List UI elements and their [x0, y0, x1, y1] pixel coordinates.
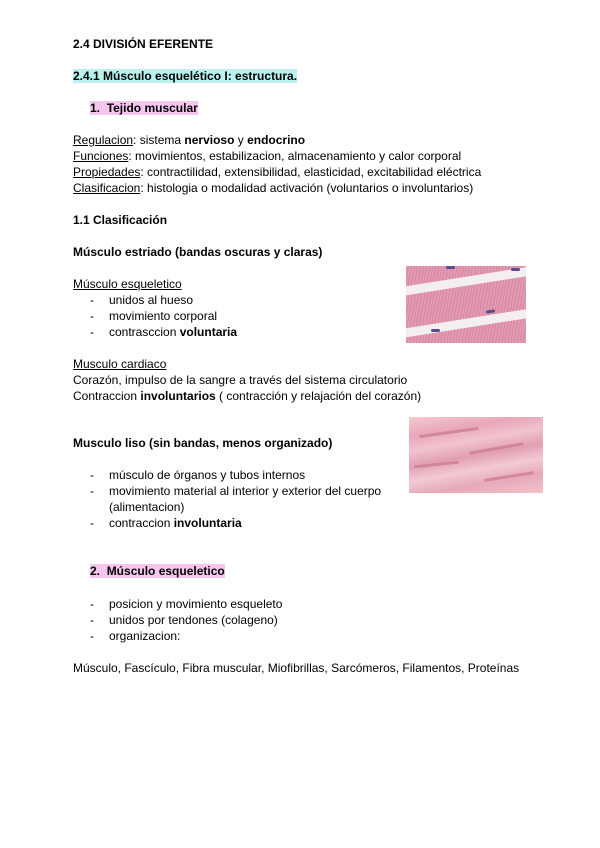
bullet-dash: -: [90, 613, 94, 627]
heading-tejido-muscular: [90, 100, 198, 116]
propiedades-line: [73, 164, 481, 180]
esqueletico-label: Músculo esqueletico: [73, 277, 182, 291]
cardiaco-line2: [73, 388, 421, 404]
bullet-dash: -: [90, 597, 94, 611]
list-item: movimiento corporal: [109, 309, 218, 323]
list-item: organizacion:: [109, 629, 181, 643]
heading-musculo-esqueletico-text: [90, 564, 225, 578]
estriado-title: Músculo estriado (bandas oscuras y claras): [73, 245, 323, 259]
heading-musculo-esqueletico: [90, 563, 225, 579]
regulacion-line: [73, 132, 305, 148]
bullet-dash: -: [90, 325, 94, 339]
list-item-text: contraccion: [109, 516, 174, 530]
cardiaco-label: Musculo cardiaco: [73, 357, 167, 371]
clasificacion-label: Clasificacion: [73, 181, 141, 195]
propiedades-text: : contractilidad, extensibilidad, elasticidad, excitabilidad eléctrica: [140, 165, 482, 179]
list-item-bold: voluntaria: [179, 325, 238, 339]
section-title: [73, 68, 297, 84]
list-item-text: contrasccion: [109, 325, 180, 339]
smooth-muscle-image: [409, 417, 543, 493]
regulacion-bold1: nervioso: [184, 133, 235, 147]
bullet-dash: -: [90, 309, 94, 323]
cardiaco-line2-rest: ( contracción y relajación del corazón): [215, 389, 422, 403]
bullet-dash: -: [90, 468, 94, 482]
heading-number: 2.: [90, 564, 101, 578]
regulacion-text2: y: [234, 133, 248, 147]
list-item: [109, 515, 242, 531]
funciones-line: [73, 148, 461, 164]
list-item: unidos por tendones (colageno): [109, 613, 278, 627]
bullet-dash: -: [90, 293, 94, 307]
heading-number: 1.: [90, 101, 101, 115]
hierarchy-line: Músculo, Fascículo, Fibra muscular, Miofibrillas, Sarcómeros, Filamentos, Proteínas: [73, 661, 520, 675]
section-title-text: 2.4.1 Músculo esquelético I: estructura.: [73, 69, 298, 83]
bullet-dash: -: [90, 516, 94, 530]
regulacion-bold2: endocrino: [247, 133, 306, 147]
heading-title: Tejido muscular: [106, 101, 198, 115]
list-item: músculo de órganos y tubos internos: [109, 468, 306, 482]
funciones-label: Funciones: [73, 149, 129, 163]
cardiaco-line1: Corazón, impulso de la sangre a través del sistema circulatorio: [73, 373, 408, 387]
list-item-bold: involuntaria: [173, 516, 242, 530]
skeletal-muscle-image: [406, 266, 526, 343]
list-item-continuation: (alimentacion): [109, 500, 185, 514]
regulacion-text1: : sistema: [133, 133, 185, 147]
liso-title: Musculo liso (sin bandas, menos organizado): [73, 436, 333, 450]
heading-title: Músculo esqueletico: [106, 564, 225, 578]
clasificacion-line: [73, 180, 473, 196]
list-item: posicion y movimiento esqueleto: [109, 597, 283, 611]
regulacion-label: Regulacion: [73, 133, 134, 147]
funciones-text: : movimientos, estabilizacion, almacenamiento y calor corporal: [128, 149, 462, 163]
heading-tejido-muscular-text: [90, 101, 198, 115]
bullet-dash: -: [90, 629, 94, 643]
cardiaco-line2-bold: involuntarios: [140, 389, 216, 403]
page-header: 2.4 DIVISIÓN EFERENTE: [73, 37, 214, 51]
list-item: unidos al hueso: [109, 293, 194, 307]
bullet-dash: -: [90, 484, 94, 498]
list-item: movimiento material al interior y exterior del cuerpo: [109, 484, 382, 498]
propiedades-label: Propiedades: [73, 165, 141, 179]
clasificacion-text: : histologia o modalidad activación (voluntarios o involuntarios): [140, 181, 474, 195]
subheading-clasificacion: 1.1 Clasificación: [73, 213, 168, 227]
cardiaco-line2-text: Contraccion: [73, 389, 141, 403]
list-item: [109, 324, 237, 340]
